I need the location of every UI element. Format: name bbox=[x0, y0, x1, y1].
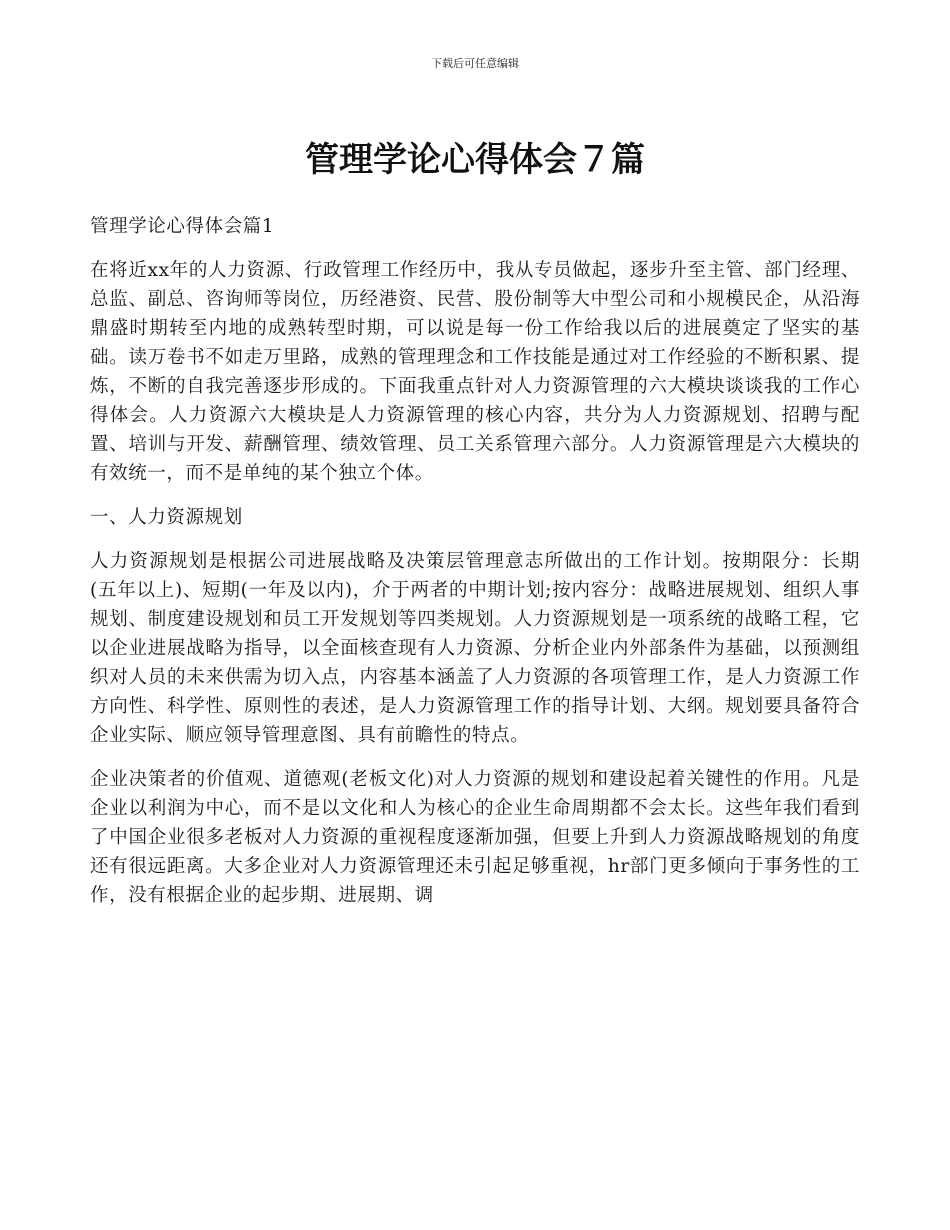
document-title: 管理学论心得体会７篇 bbox=[305, 140, 645, 180]
section-subtitle: 管理学论心得体会篇1 bbox=[90, 216, 275, 237]
paragraph: 人力资源规划是根据公司进展战略及决策层管理意志所做出的工作计划。按期限分：长期(五年以上)、短期(一年及以内)，介于两者的中期计划;按内容分：战略进展规划、组织人事规划、制度建设规划和员工开发规划等四类规划。人力资源规划是一项系统的战略工程，它以企业进展战略为指导，以全面核查现有人力资源、分析企业内外部条件为基础，以预测组织对人员的未来供需为切入点，内容基本涵盖了人力资源的各项管理工作，是人力资源工作方向性、科学性、原则性的表述，是人力资源管理工作的指导计划、大纲。规划要具备符合企业实际、顺应领导管理意图、具有前瞻性的特点。 bbox=[90, 551, 860, 746]
paragraph: 企业决策者的价值观、道德观(老板文化)对人力资源的规划和建设起着关键性的作用。凡是企业以利润为中心，而不是以文化和人为核心的企业生命周期都不会太长。这些年我们看到了中国企业很多老板对人力资源的重视程度逐渐加强，但要上升到人力资源战略规划的角度还有很远距离。大多企业对人力资源管理还未引起足够重视，hr部门更多倾向于事务性的工作，没有根据企业的起步期、进展期、调 bbox=[90, 769, 860, 906]
section-heading: 一、人力资源规划 bbox=[90, 507, 243, 528]
paragraph: 在将近xx年的人力资源、行政管理工作经历中，我从专员做起，逐步升至主管、部门经理、总监、副总、咨询师等岗位，历经港资、民营、股份制等大中型公司和小规模民企，从沿海鼎盛时期转至内地的成熟转型时期，可以说是每一份工作给我以后的进展奠定了坚实的基础。读万卷书不如走万里路，成熟的管理理念和工作技能是通过对工作经验的不断积累、提炼，不断的自我完善逐步形成的。下面我重点针对人力资源管理的六大模块谈谈我的工作心得体会。人力资源六大模块是人力资源管理的核心内容，共分为人力资源规划、招聘与配置、培训与开发、薪酬管理、绩效管理、员工关系管理六部分。人力资源管理是六大模块的有效统一，而不是单纯的某个独立个体。 bbox=[90, 260, 860, 484]
header-note: 下载后可任意编辑 bbox=[431, 57, 519, 70]
document-body bbox=[90, 212, 860, 925]
